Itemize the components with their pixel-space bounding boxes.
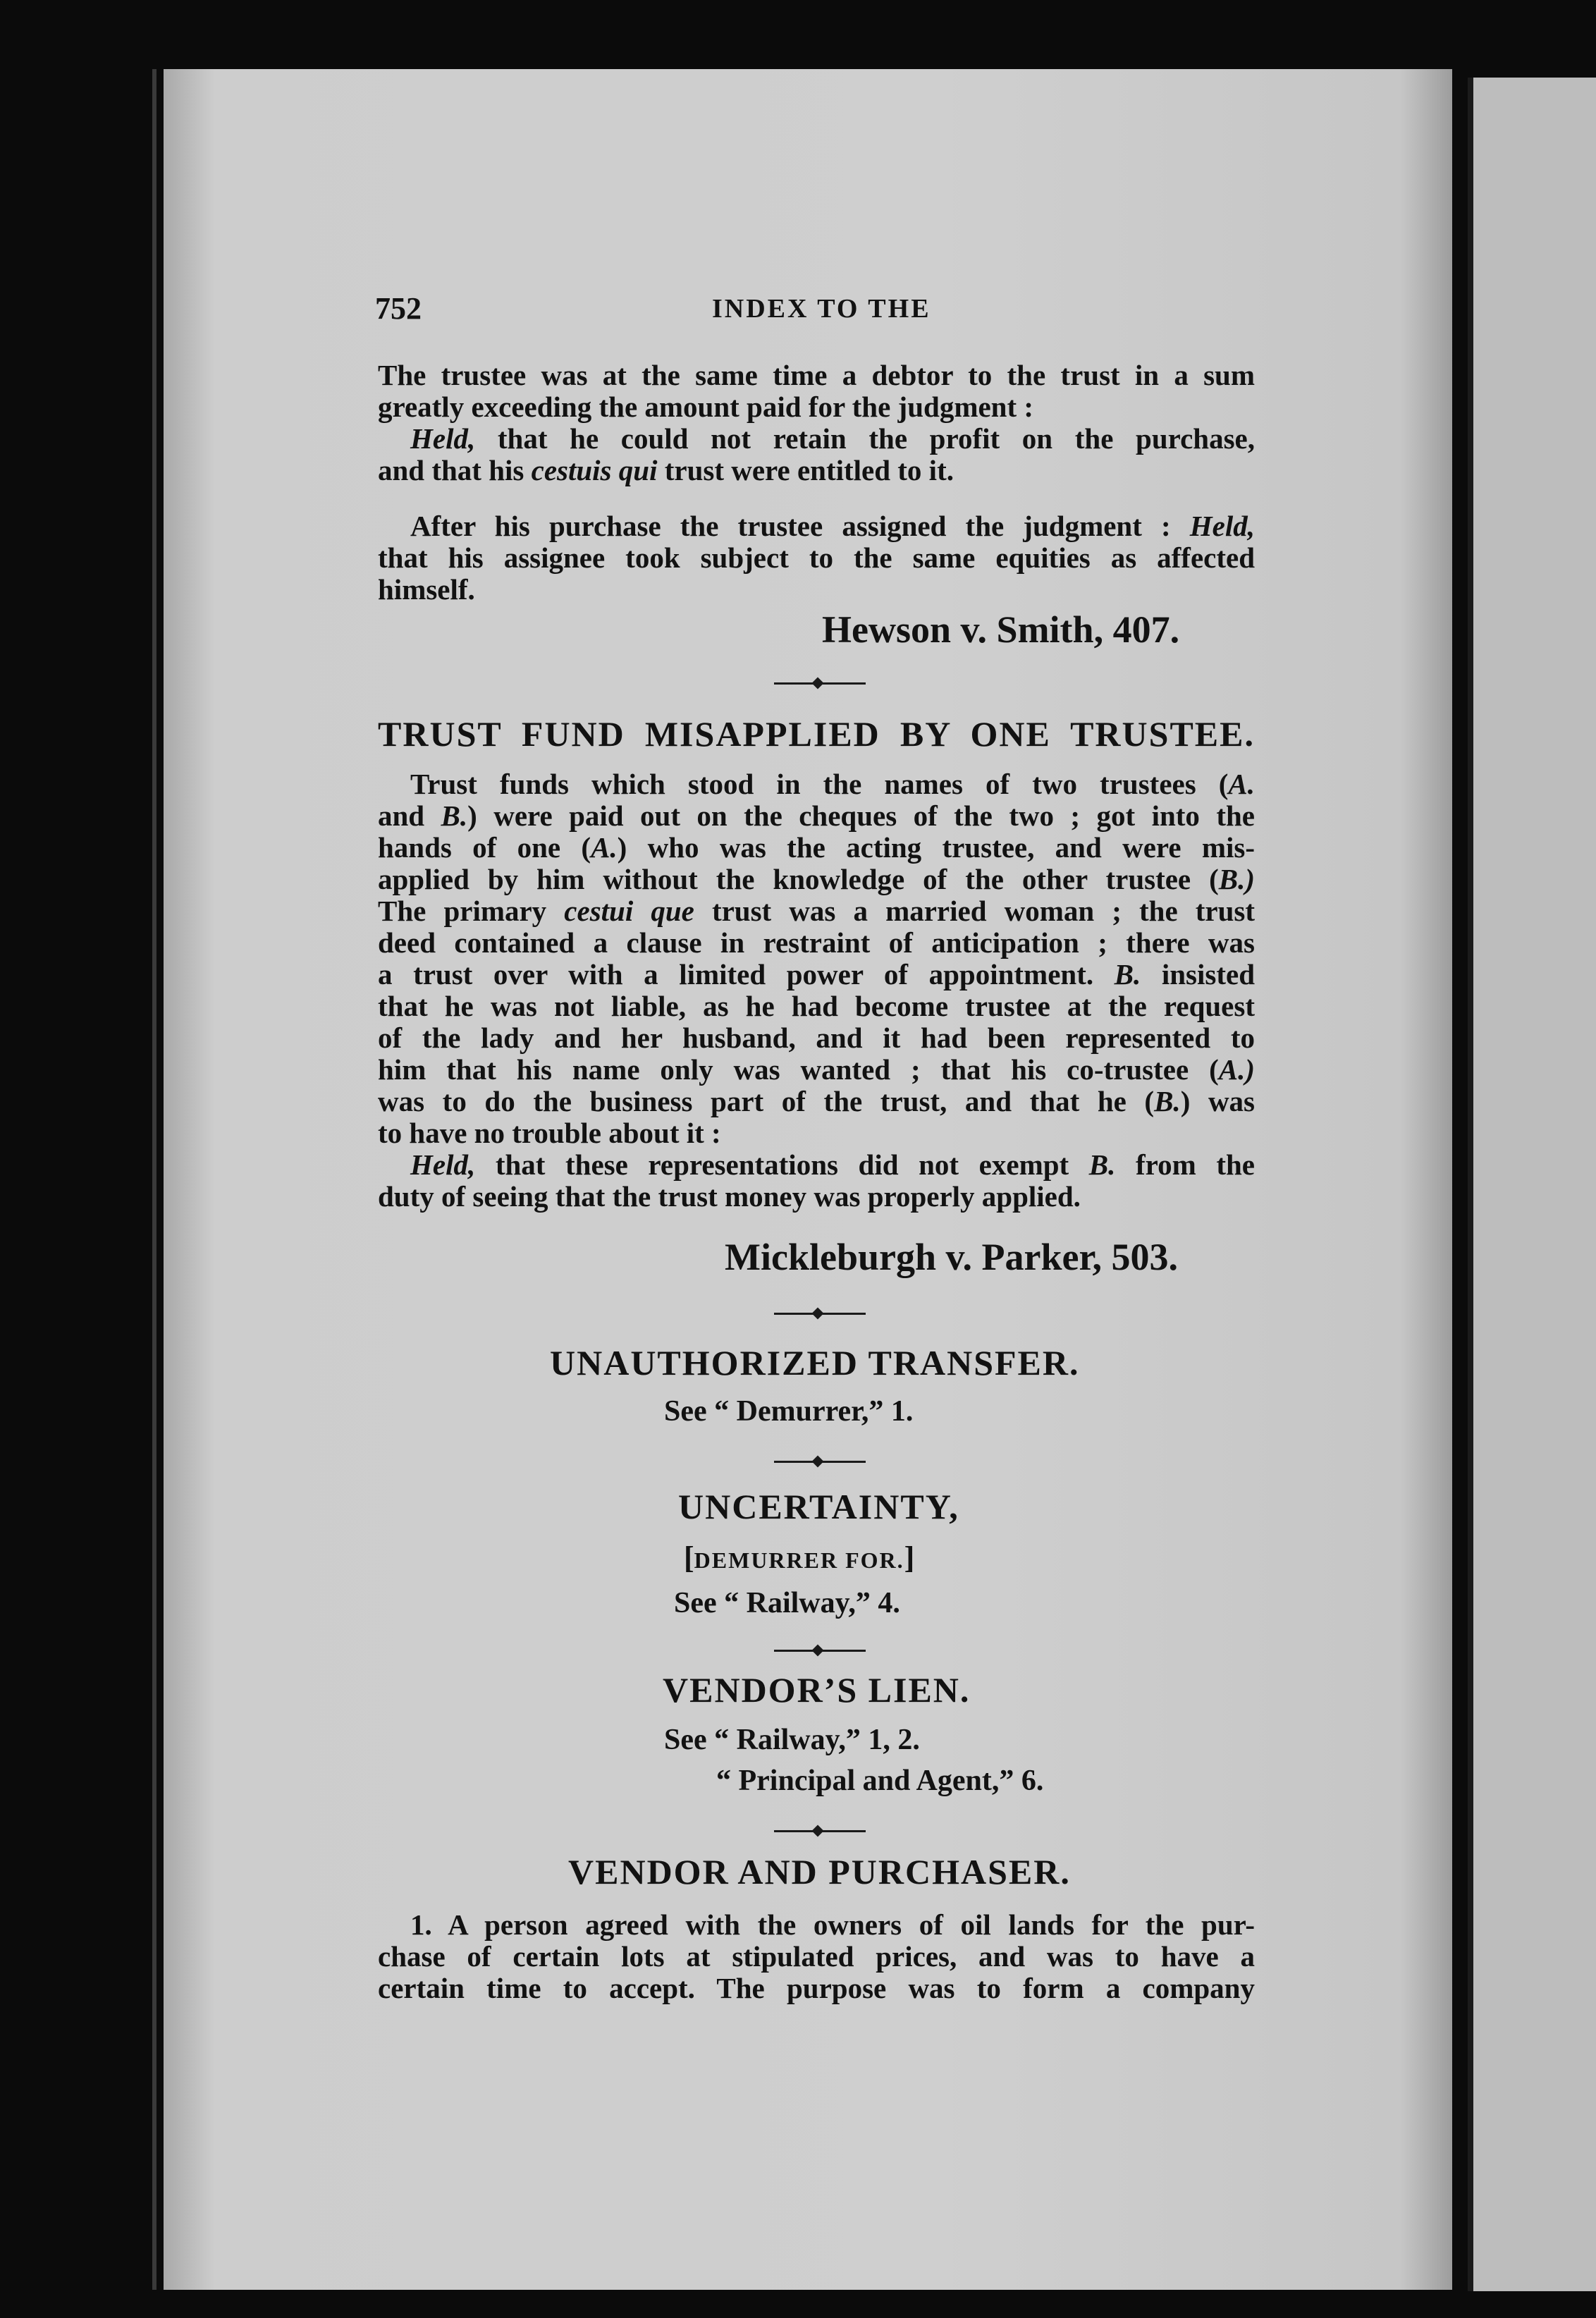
latin-term: cestuis qui	[531, 454, 658, 486]
text-span: and	[378, 799, 425, 832]
text-line	[410, 509, 1255, 543]
trustee-letter: B.	[1154, 1085, 1181, 1117]
facing-page-edge	[1468, 78, 1596, 2291]
text-line	[378, 1084, 1255, 1118]
cross-reference: See “ Demurrer,” 1.	[664, 1395, 914, 1428]
text-span: ) was	[1180, 1085, 1256, 1117]
text-span: him that his name only was wanted ; that his co-trustee (	[378, 1053, 1219, 1086]
text-span: applied by him without the knowledge of the other trustee (	[378, 863, 1219, 895]
cross-reference: “ Principal and Agent,” 6.	[716, 1765, 1044, 1797]
trustee-letter: B.	[1088, 1148, 1116, 1181]
text-line: deed contained a clause in restraint of anticipation ; there was	[378, 926, 1255, 959]
trustee-letter: B.	[1114, 958, 1141, 991]
text-span: The primary	[378, 895, 547, 927]
subheading-text: DEMURRER FOR.	[694, 1547, 904, 1573]
section-separator	[774, 678, 866, 688]
text-line: duty of seeing that the trust money was properly applied.	[378, 1180, 1081, 1213]
section-separator	[774, 1826, 866, 1836]
trustee-letter: A.)	[1218, 1053, 1255, 1086]
text-span: and that his	[378, 454, 524, 486]
held-label: Held,	[410, 422, 476, 455]
cross-reference: See “ Railway,” 4.	[674, 1587, 900, 1619]
text-line	[378, 894, 1255, 928]
running-title: INDEX TO THE	[712, 294, 931, 324]
text-line: of the lady and her husband, and it had been represented to	[378, 1022, 1255, 1054]
section-separator	[774, 1308, 866, 1318]
binding-gutter	[152, 69, 156, 2290]
bracket-open: [	[684, 1540, 694, 1575]
text-line: that his assignee took subject to the same equities as affected	[378, 541, 1255, 574]
section-title: TRUST FUND MISAPPLIED BY ONE TRUSTEE.	[378, 714, 1255, 754]
text-span: was to do the business part of the trust, and that he (	[378, 1085, 1155, 1117]
text-line: certain time to accept. The purpose was to form a company	[378, 1972, 1255, 2004]
trustee-letter: B.	[441, 799, 468, 832]
section-separator	[774, 1457, 866, 1466]
text-span: ) who was the acting trustee, and were mis-	[617, 831, 1255, 864]
text-line	[410, 422, 1255, 455]
latin-term: cestui que	[564, 895, 694, 927]
section-title: VENDOR AND PURCHASER.	[568, 1852, 1071, 1891]
text-line	[378, 453, 1255, 487]
text-line: The trustee was at the same time a debtor to the trust in a sum	[378, 359, 1255, 391]
cross-reference: See “ Railway,” 1, 2.	[664, 1724, 920, 1756]
text-line: chase of certain lots at stipulated prices, and was to have a	[378, 1940, 1255, 1973]
text-span: that these representations did not exempt	[495, 1148, 1069, 1181]
section-title: UNAUTHORIZED TRANSFER.	[550, 1343, 1080, 1382]
text-line	[410, 767, 1255, 801]
section-separator	[774, 1645, 866, 1655]
text-line	[378, 799, 1255, 833]
text-line	[378, 957, 1255, 991]
text-line: that he was not liable, as he had become trustee at the request	[378, 990, 1255, 1022]
subheading-bracket	[684, 1540, 914, 1576]
section-title: VENDOR’S LIEN.	[663, 1670, 971, 1710]
text-line: to have no trouble about it :	[378, 1117, 721, 1149]
text-span: Trust funds which stood in the names of two trustees (	[410, 768, 1229, 800]
text-span: insisted	[1161, 958, 1256, 991]
text-line	[378, 1053, 1255, 1086]
section-title: UNCERTAINTY,	[678, 1487, 959, 1526]
page-number: 752	[375, 291, 422, 326]
text-span: a trust over with a limited power of appointment.	[378, 958, 1094, 991]
text-line	[378, 830, 1255, 864]
text-line	[410, 1148, 1255, 1182]
case-citation: Hewson v. Smith, 407.	[822, 608, 1180, 651]
trustee-letter: A.	[1228, 768, 1255, 800]
text-span: After his purchase the trustee assigned the judgment :	[410, 510, 1171, 542]
case-citation: Mickleburgh v. Parker, 503.	[725, 1236, 1178, 1278]
text-span: trust was a married woman ; the trust	[711, 895, 1256, 927]
text-line: 1. A person agreed with the owners of oil lands for the pur-	[410, 1908, 1255, 1941]
held-label: Held,	[1189, 510, 1255, 542]
bracket-close: ]	[904, 1540, 915, 1575]
held-label: Held,	[410, 1148, 476, 1181]
text-span: that he could not retain the profit on the purchase,	[497, 422, 1256, 455]
trustee-letter: A.	[591, 831, 618, 864]
text-span: ) were paid out on the cheques of the two ; got into the	[467, 799, 1256, 832]
text-line: greatly exceeding the amount paid for the judgment :	[378, 391, 1034, 423]
text-line: himself.	[378, 573, 475, 606]
text-span: from the	[1135, 1148, 1255, 1181]
text-span: hands of one (	[378, 831, 591, 864]
text-span: trust were entitled to it.	[664, 454, 954, 486]
trustee-letter: B.)	[1218, 863, 1255, 895]
text-line	[378, 862, 1255, 896]
